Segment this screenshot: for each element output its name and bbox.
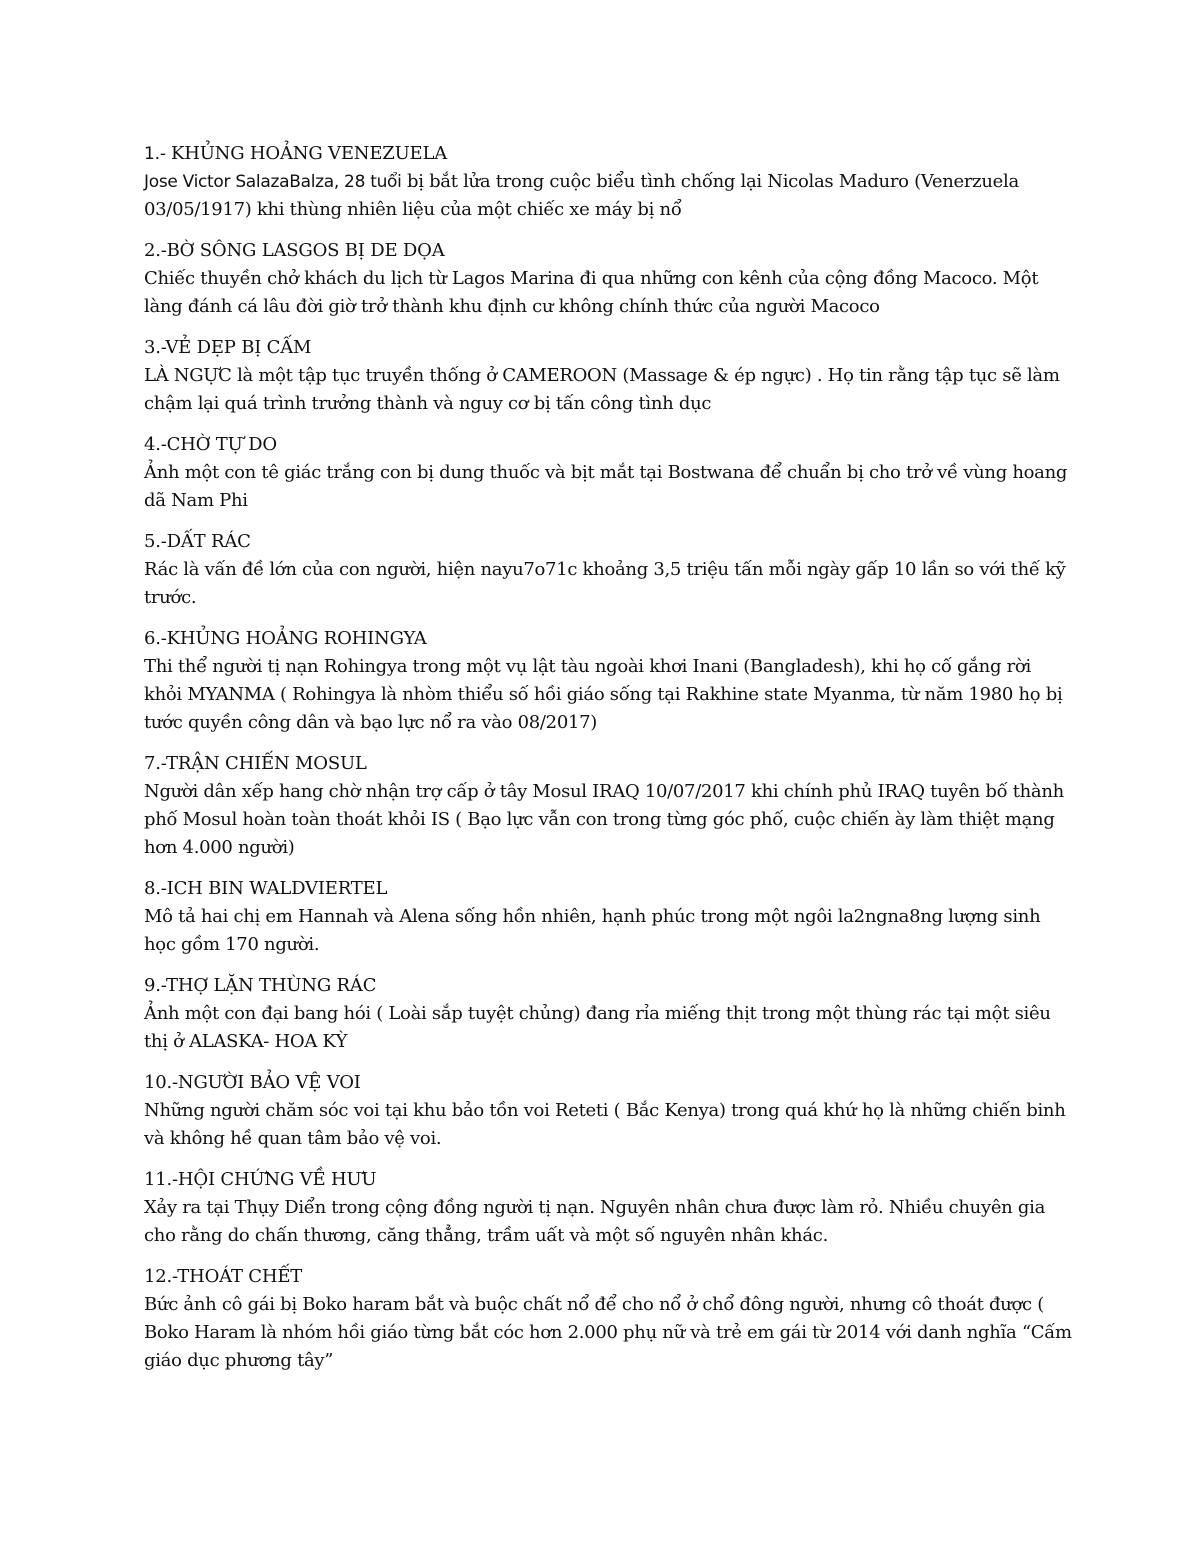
section-text	[144, 168, 1074, 224]
section-2	[144, 237, 1074, 321]
section-9	[144, 972, 1074, 1056]
section-11	[144, 1166, 1074, 1250]
section-1	[144, 140, 1074, 224]
document-body	[144, 140, 1074, 1388]
section-heading: 4.-CHỜ TỰ DO	[144, 434, 277, 455]
section-text: Rác là vấn đề lớn của con người, hiện nayu7o71c khoảng 3,5 triệu tấn mỗi ngày gấp 10 lần so với thế kỹ trước.	[144, 559, 1066, 608]
heading-title: KHỦNG HOẢNG VENEZUELA	[170, 143, 448, 164]
text-rest: bị bắt lửa trong cuộc biểu tình chống lại Nicolas Maduro (Venerzuela 03/05/1917) khi thùng nhiên liệu của một chiếc xe máy bị nổ	[144, 171, 1019, 220]
section-text: Ảnh một con tê giác trắng con bị dung thuốc và bịt mắt tại Bostwana để chuẩn bị cho trở về vùng hoang dã Nam Phi	[144, 462, 1068, 511]
section-8	[144, 875, 1074, 959]
section-heading: 12.-THOÁT CHẾT	[144, 1266, 303, 1287]
section-10	[144, 1069, 1074, 1153]
section-heading: 11.-HỘI CHỨNG VỀ HƯU	[144, 1169, 377, 1190]
section-text: LÀ NGỰC là một tập tục truyền thống ở CAMEROON (Massage & ép ngực) . Họ tin rằng tập tục sẽ làm chậm lại quá trình trưởng thành và nguy cơ bị tấn công tình dục	[144, 365, 1060, 414]
section-text: Chiếc thuyền chở khách du lịch từ Lagos Marina đi qua những con kênh của cộng đồng Macoco. Một làng đánh cá lâu đời giờ trở thành khu định cư không chính thức của người Macoco	[144, 268, 1039, 317]
section-heading: 5.-DẤT RÁC	[144, 531, 251, 552]
section-text: Ảnh một con đại bang hói ( Loài sắp tuyệt chủng) đang rỉa miếng thịt trong một thùng rác tại một siêu thị ở ALASKA- HOA KỲ	[144, 1003, 1051, 1052]
section-text: Người dân xếp hang chờ nhận trợ cấp ở tây Mosul IRAQ 10/07/2017 khi chính phủ IRAQ tuyên bố thành phố Mosul hoàn toàn thoát khỏi IS ( Bạo lực vẫn con trong từng góc phố, cuộc chiến ày làm thiệt mạng hơn 4.000 người)	[144, 781, 1064, 858]
section-heading: 9.-THỢ LẶN THÙNG RÁC	[144, 975, 377, 996]
section-heading: 10.-NGƯỜI BẢO VỆ VOI	[144, 1072, 361, 1093]
section-heading: 6.-KHỦNG HOẢNG ROHINGYA	[144, 628, 427, 649]
section-text: Mô tả hai chị em Hannah và Alena sống hồn nhiên, hạnh phúc trong một ngôi la2ngna8ng lượng sinh học gồm 170 người.	[144, 906, 1041, 955]
heading-number: 1.-	[144, 144, 171, 164]
section-heading: 7.-TRẬN CHIẾN MOSUL	[144, 753, 367, 774]
section-text: Những người chăm sóc voi tại khu bảo tồn voi Reteti ( Bắc Kenya) trong quá khứ họ là những chiến binh và không hề quan tâm bảo vệ voi.	[144, 1100, 1066, 1149]
section-4	[144, 431, 1074, 515]
section-text: Bức ảnh cô gái bị Boko haram bắt và buộc chất nổ để cho nổ ở chổ đông người, nhưng cô thoát được ( Boko Haram là nhóm hồi giáo từng bắt cóc hơn 2.000 phụ nữ và trẻ em gái từ 2014 với danh nghĩa “Cấm giáo dục phương tây”	[144, 1294, 1072, 1371]
section-heading: 3.-VẺ DẸP BỊ CẤM	[144, 337, 312, 358]
section-heading: 8.-ICH BIN WALDVIERTEL	[144, 878, 388, 899]
section-text: Thi thể người tị nạn Rohingya trong một vụ lật tàu ngoài khơi Inani (Bangladesh), khi họ cố gắng rời khỏi MYANMA ( Rohingya là nhòm thiểu số hồi giáo sống tại Rakhine state Myanma, từ năm 1980 họ bị tước quyền công dân và bạo lực nổ ra vào 08/2017)	[144, 656, 1063, 733]
section-12	[144, 1263, 1074, 1375]
section-6	[144, 625, 1074, 737]
text-lead: Jose Victor SalazaBalza, 28 tuổi	[144, 172, 402, 192]
section-5	[144, 528, 1074, 612]
section-7	[144, 750, 1074, 862]
section-text: Xảy ra tại Thụy Diển trong cộng đồng người tị nạn. Nguyên nhân chưa được làm rỏ. Nhiều chuyên gia cho rằng do chấn thương, căng thẳng, trầm uất và một số nguyên nhân khác.	[144, 1197, 1046, 1246]
section-heading: 2.-BỜ SÔNG LASGOS BỊ DE DỌA	[144, 240, 445, 261]
section-3	[144, 334, 1074, 418]
section-heading	[144, 140, 1074, 168]
